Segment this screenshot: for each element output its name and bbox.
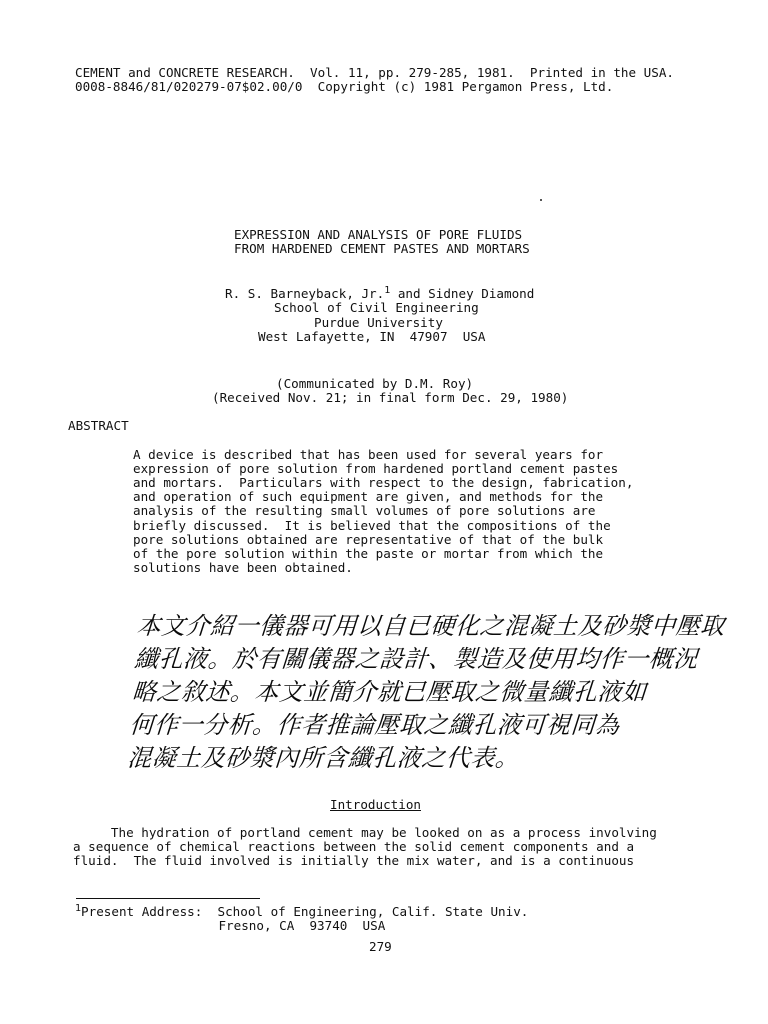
affiliation-university: Purdue University <box>314 315 443 330</box>
paper-title-line-1: EXPRESSION AND ANALYSIS OF PORE FLUIDS <box>234 227 523 242</box>
handwritten-line: 混凝土及砂漿內所含纖孔液之代表。 <box>126 744 521 772</box>
paper-title-line-2: FROM HARDENED CEMENT PASTES AND MORTARS <box>234 241 530 256</box>
page-number: 279 <box>369 939 392 954</box>
introduction-line: a sequence of chemical reactions between the solid cement components and a <box>73 839 635 854</box>
author-names-prefix: R. S. Barneyback, Jr. <box>225 286 385 301</box>
abstract-line: solutions have been obtained. <box>133 560 353 575</box>
journal-copyright: 0008-8846/81/020279-07$02.00/0 Copyright (c) 1981 Pergamon Press, Ltd. <box>75 79 614 94</box>
abstract-line: of the pore solution within the paste or mortar from which the <box>133 546 604 561</box>
author-names-suffix: and Sidney Diamond <box>390 286 535 301</box>
abstract-line: and operation of such equipment are given, and methods for the <box>133 489 604 504</box>
abstract-line: expression of pore solution from hardened portland cement pastes <box>133 461 619 476</box>
author-names <box>225 287 534 301</box>
scan-speck <box>540 199 542 201</box>
footnote-address <box>75 905 528 919</box>
footnote-rule <box>76 898 260 899</box>
abstract-line: and mortars. Particulars with respect to the design, fabrication, <box>133 475 634 490</box>
journal-citation: CEMENT and CONCRETE RESEARCH. Vol. 11, pp. 279-285, 1981. Printed in the USA. <box>75 65 674 80</box>
affiliation-location: West Lafayette, IN 47907 USA <box>258 329 486 344</box>
communicated-by: (Communicated by D.M. Roy) <box>276 376 474 391</box>
introduction-heading: Introduction <box>330 797 421 812</box>
abstract-line: analysis of the resulting small volumes of pore solutions are <box>133 503 596 518</box>
footnote-line-2: Fresno, CA 93740 USA <box>82 918 386 933</box>
abstract-heading: ABSTRACT <box>68 418 129 433</box>
received-dates: (Received Nov. 21; in final form Dec. 29, 1980) <box>212 390 569 405</box>
handwritten-line: 何作一分析。作者推論壓取之纖孔液可視同為 <box>128 711 621 739</box>
abstract-line: pore solutions obtained are representative of that of the bulk <box>133 532 604 547</box>
affiliation-department: School of Civil Engineering <box>274 300 479 315</box>
footnote-mark: 1 <box>75 903 82 914</box>
handwritten-line: 纖孔液。於有關儀器之設計、製造及使用均作一概況 <box>133 645 699 673</box>
author-footnote-mark: 1 <box>384 285 391 296</box>
abstract-line: briefly discussed. It is believed that the compositions of the <box>133 518 611 533</box>
handwritten-chinese-note <box>126 610 726 775</box>
abstract-line: A device is described that has been used for several years for <box>133 447 604 462</box>
footnote-line-1: Present Address: School of Engineering, Calif. State Univ. <box>81 904 529 919</box>
handwritten-line: 本文介紹一儀器可用以自已硬化之混凝土及砂漿中壓取 <box>135 612 726 640</box>
handwritten-line: 略之敘述。本文並簡介就已壓取之微量纖孔液如 <box>131 678 648 706</box>
introduction-line: fluid. The fluid involved is initially the mix water, and is a continuous <box>73 853 635 868</box>
introduction-line: The hydration of portland cement may be looked on as a process involving <box>73 825 657 840</box>
